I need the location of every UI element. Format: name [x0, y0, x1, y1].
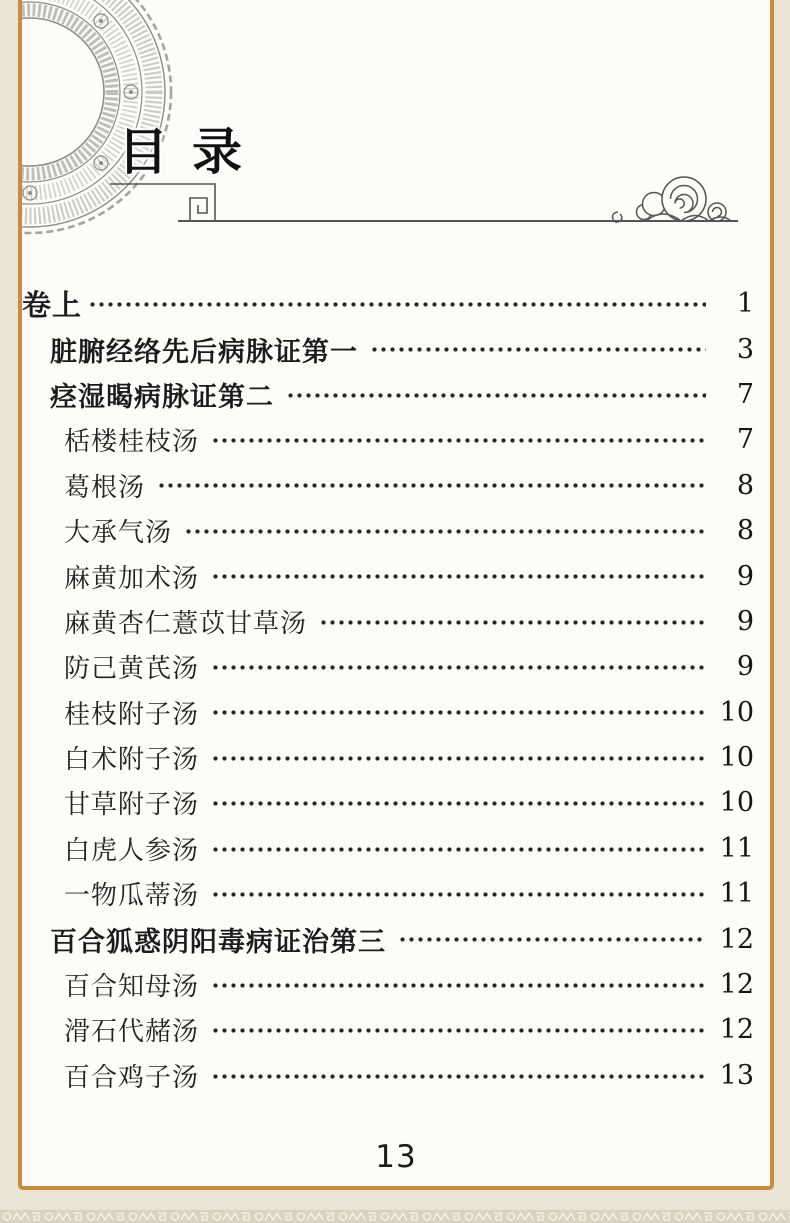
toc-entry — [22, 962, 770, 1007]
toc-entry-page-number: 8 — [736, 515, 754, 547]
toc-entry-label: 一物瓜蒂汤 — [64, 881, 200, 912]
dot-leader — [184, 508, 706, 553]
toc-entry-label: 卷上 — [22, 288, 83, 323]
dot-leader — [211, 417, 706, 462]
toc-entry-page-number: 11 — [719, 832, 754, 864]
toc-entry-page-number: 10 — [719, 787, 754, 819]
toc-entry — [22, 372, 770, 417]
meander-border-pattern-icon — [0, 1210, 790, 1223]
dot-leader — [211, 780, 706, 825]
toc-entry-page-number: 12 — [719, 923, 754, 955]
dot-leader — [211, 1053, 706, 1098]
toc-entry-label: 麻黄加术汤 — [64, 563, 200, 594]
toc-entry-label: 葛根汤 — [64, 472, 146, 503]
toc-entry — [22, 553, 770, 598]
dot-leader — [211, 826, 706, 871]
dot-leader — [211, 690, 706, 735]
dot-leader — [157, 463, 706, 508]
toc-entry-page-number: 9 — [736, 560, 754, 592]
toc-entry-page-number: 12 — [719, 1014, 754, 1046]
toc-entry-label: 大承气汤 — [64, 518, 173, 549]
dot-leader — [211, 1007, 706, 1052]
page-frame — [18, 0, 774, 1190]
toc-entry-label: 百合鸡子汤 — [64, 1062, 200, 1093]
toc-entry-page-number: 10 — [719, 696, 754, 728]
toc-entry-page-number: 10 — [719, 742, 754, 774]
header-divider — [22, 172, 770, 236]
toc-list — [22, 281, 770, 1098]
dot-leader — [88, 281, 706, 326]
cloud-wave-icon — [613, 177, 731, 222]
toc-entry-page-number: 1 — [736, 288, 754, 320]
toc-entry — [22, 826, 770, 871]
dot-leader — [319, 599, 706, 644]
toc-entry — [22, 644, 770, 689]
toc-entry-label: 白术附子汤 — [64, 745, 200, 776]
toc-entry-label: 桂枝附子汤 — [64, 699, 200, 730]
toc-entry-label: 麻黄杏仁薏苡甘草汤 — [64, 608, 308, 639]
toc-entry-page-number: 7 — [736, 424, 754, 456]
footer-page-number: 13 — [375, 1139, 417, 1175]
toc-entry-page-number: 3 — [736, 333, 754, 365]
toc-entry-page-number: 9 — [736, 651, 754, 683]
toc-entry-page-number: 7 — [736, 378, 754, 410]
toc-entry — [22, 735, 770, 780]
toc-entry-label: 甘草附子汤 — [64, 790, 200, 821]
toc-entry — [22, 599, 770, 644]
dot-leader — [286, 372, 706, 417]
dot-leader — [398, 916, 706, 961]
toc-entry-label: 防己黄芪汤 — [64, 654, 200, 685]
toc-entry-page-number: 8 — [736, 469, 754, 501]
page-title: 目录 — [118, 122, 266, 181]
toc-entry — [22, 326, 770, 371]
toc-entry-label: 滑石代赭汤 — [64, 1017, 200, 1048]
toc-entry — [22, 508, 770, 553]
toc-entry — [22, 871, 770, 916]
dot-leader — [211, 644, 706, 689]
dot-leader — [370, 326, 706, 371]
dot-leader — [211, 735, 706, 780]
toc-entry-label: 栝楼桂枝汤 — [64, 427, 200, 458]
toc-entry-page-number: 12 — [719, 969, 754, 1001]
toc-entry-page-number: 11 — [719, 878, 754, 910]
toc-entry-label: 百合狐惑阴阳毒病证治第三 — [50, 926, 386, 958]
toc-entry — [22, 1007, 770, 1052]
toc-entry — [22, 417, 770, 462]
toc-entry — [22, 281, 770, 326]
toc-entry-label: 百合知母汤 — [64, 972, 200, 1003]
dot-leader — [211, 962, 706, 1007]
toc-entry — [22, 916, 770, 961]
dot-leader — [211, 553, 706, 598]
dot-leader — [211, 871, 706, 916]
toc-entry-label: 痉湿暍病脉证第二 — [50, 381, 274, 413]
toc-entry-page-number: 9 — [736, 605, 754, 637]
toc-entry — [22, 463, 770, 508]
toc-entry — [22, 690, 770, 735]
toc-entry-label: 白虎人参汤 — [64, 835, 200, 866]
toc-entry-label: 脏腑经络先后病脉证第一 — [50, 336, 358, 368]
greek-key-icon — [177, 184, 215, 221]
toc-entry — [22, 780, 770, 825]
toc-entry — [22, 1053, 770, 1098]
toc-entry-page-number: 13 — [719, 1059, 754, 1091]
